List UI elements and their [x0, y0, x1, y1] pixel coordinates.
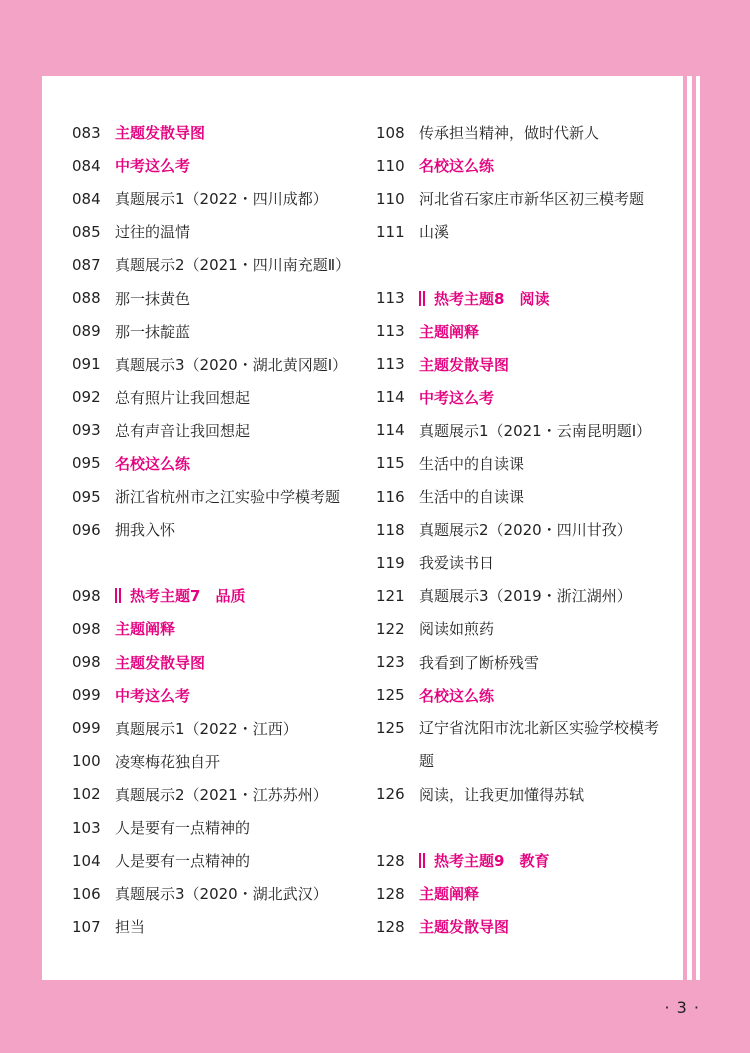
- toc-entry[interactable]: [72, 811, 362, 844]
- toc-entry[interactable]: [376, 513, 676, 546]
- toc-entry-title: 我看到了断桥残雪: [419, 653, 540, 672]
- toc-entry-title: 主题阐释: [115, 620, 176, 639]
- toc-entry-title: 辽宁省沈阳市沈北新区实验学校模考题: [419, 718, 660, 770]
- toc-entry-title: 主题发散导图: [115, 124, 206, 143]
- toc-page-number: 121: [376, 586, 405, 605]
- toc-entry-title: 主题发散导图: [419, 918, 510, 937]
- toc-entry[interactable]: [72, 910, 362, 943]
- toc-entry[interactable]: [72, 116, 362, 149]
- toc-entry-title: 真题展示2（2021・四川南充题Ⅱ）: [115, 256, 351, 275]
- toc-page-number: 110: [376, 189, 405, 208]
- toc-page-number: 095: [72, 454, 101, 473]
- toc-entry[interactable]: [376, 182, 676, 215]
- toc-section-heading[interactable]: [376, 281, 676, 314]
- section-marker-icon: [419, 290, 427, 308]
- toc-page-number: 100: [72, 752, 101, 771]
- toc-page-number: 106: [72, 884, 101, 903]
- toc-entry[interactable]: [376, 679, 676, 712]
- toc-entry[interactable]: [72, 182, 362, 215]
- toc-entry[interactable]: [376, 877, 676, 910]
- toc-page-number: 125: [376, 686, 405, 705]
- toc-page-number: 102: [72, 785, 101, 804]
- toc-page-number: 091: [72, 355, 101, 374]
- toc-entry[interactable]: [72, 149, 362, 182]
- toc-entry[interactable]: [376, 546, 676, 579]
- toc-page-number: 119: [376, 553, 405, 572]
- toc-page-number: 128: [376, 917, 405, 936]
- toc-entry-title: 我爱读书日: [419, 554, 495, 573]
- toc-entry[interactable]: [376, 447, 676, 480]
- right-border-stripe: [692, 76, 696, 980]
- toc-entry-title: 真题展示3（2020・湖北武汉）: [115, 885, 328, 904]
- toc-entry-title: 传承担当精神，做时代新人: [419, 124, 600, 143]
- toc-entry[interactable]: [72, 513, 362, 546]
- toc-entry[interactable]: [72, 215, 362, 248]
- toc-page-number: 126: [376, 785, 405, 804]
- toc-page-number: 099: [72, 719, 101, 738]
- toc-page-number: 116: [376, 487, 405, 506]
- toc-left-column: [72, 116, 362, 943]
- toc-page-number: 098: [72, 619, 101, 638]
- toc-entry-title: 山溪: [419, 223, 450, 242]
- right-border-band: [700, 76, 750, 980]
- toc-entry-title: 阅读，让我更加懂得苏轼: [419, 785, 585, 804]
- toc-page-number: 098: [72, 653, 101, 672]
- toc-entry-title: 真题展示3（2019・浙江湖州）: [419, 587, 632, 606]
- toc-page-number: 108: [376, 123, 405, 142]
- toc-entry[interactable]: [72, 315, 362, 348]
- toc-entry[interactable]: [376, 579, 676, 612]
- toc-entry[interactable]: [376, 778, 676, 811]
- toc-page-number: 114: [376, 421, 405, 440]
- toc-page-number: 083: [72, 123, 101, 142]
- toc-entry-title: 中考这么考: [115, 686, 191, 705]
- toc-entry-title: 主题发散导图: [115, 653, 206, 672]
- toc-page-number: 087: [72, 255, 101, 274]
- toc-entry-title: 总有声音让我回想起: [115, 421, 251, 440]
- toc-page-number: 114: [376, 388, 405, 407]
- toc-entry[interactable]: [376, 149, 676, 182]
- toc-page-number: 113: [376, 289, 405, 308]
- toc-entry[interactable]: [72, 447, 362, 480]
- toc-entry-title: 真题展示1（2022・四川成都）: [115, 190, 328, 209]
- section-spacer: [72, 546, 362, 579]
- toc-page-number: 110: [376, 156, 405, 175]
- toc-page-number: 096: [72, 520, 101, 539]
- toc-page-number: 098: [72, 586, 101, 605]
- toc-entry[interactable]: [72, 612, 362, 645]
- page-number: · 3 ·: [664, 998, 700, 1017]
- toc-page-number: 122: [376, 619, 405, 638]
- toc-page-number: 128: [376, 884, 405, 903]
- toc-entry-title: 生活中的自读课: [419, 454, 525, 473]
- toc-page-number: 084: [72, 189, 101, 208]
- toc-section-heading[interactable]: [376, 844, 676, 877]
- toc-page-number: 115: [376, 454, 405, 473]
- toc-entry-title: 中考这么考: [419, 388, 495, 407]
- toc-entry[interactable]: [376, 910, 676, 943]
- right-border-stripe: [683, 76, 687, 980]
- toc-entry[interactable]: [72, 844, 362, 877]
- section-spacer: [376, 248, 676, 281]
- toc-entry-title: 那一抹黄色: [115, 289, 191, 308]
- toc-page-number: 113: [376, 355, 405, 374]
- toc-section-title: 热考主题7 品质: [130, 587, 246, 606]
- bottom-border-band: [0, 980, 750, 1053]
- toc-entry-title: 真题展示1（2021・云南昆明题Ⅰ）: [419, 421, 652, 440]
- toc-page-number: 093: [72, 421, 101, 440]
- toc-entry-title: 人是要有一点精神的: [115, 852, 251, 871]
- toc-entry[interactable]: [72, 712, 362, 745]
- toc-section-title: 热考主题9 教育: [434, 852, 550, 871]
- toc-page-number: 111: [376, 222, 405, 241]
- toc-page-number: 125: [376, 718, 405, 737]
- toc-entry[interactable]: [376, 612, 676, 645]
- toc-page-number: 085: [72, 222, 101, 241]
- toc-page-number: 099: [72, 686, 101, 705]
- toc-entry-title: 真题展示3（2020・湖北黄冈题Ⅰ）: [115, 355, 348, 374]
- toc-entry[interactable]: [376, 381, 676, 414]
- section-marker-icon: [419, 852, 427, 870]
- toc-entry-title: 主题发散导图: [419, 355, 510, 374]
- toc-entry[interactable]: [72, 414, 362, 447]
- toc-section-title: 热考主题8 阅读: [434, 289, 550, 308]
- toc-entry[interactable]: [72, 778, 362, 811]
- toc-page-number: 089: [72, 322, 101, 341]
- toc-entry[interactable]: [376, 215, 676, 248]
- toc-entry-title: 浙江省杭州市之江实验中学模考题: [115, 488, 341, 507]
- toc-page-number: 104: [72, 851, 101, 870]
- section-marker-icon: [115, 587, 123, 605]
- toc-entry-title: 过往的温情: [115, 223, 191, 242]
- toc-entry[interactable]: [72, 745, 362, 778]
- toc-entry-title: 名校这么练: [115, 454, 191, 473]
- section-spacer: [376, 811, 676, 844]
- toc-page-number: 084: [72, 156, 101, 175]
- toc-entry[interactable]: [376, 712, 676, 778]
- toc-entry[interactable]: [72, 480, 362, 513]
- toc-entry-title: 真题展示2（2020・四川甘孜）: [419, 521, 632, 540]
- toc-entry-title: 那一抹靛蓝: [115, 322, 191, 341]
- toc-entry-title: 中考这么考: [115, 157, 191, 176]
- toc-entry[interactable]: [376, 646, 676, 679]
- toc-entry-title: 真题展示2（2021・江苏苏州）: [115, 785, 328, 804]
- toc-entry-title: 人是要有一点精神的: [115, 819, 251, 838]
- toc-entry[interactable]: [72, 646, 362, 679]
- toc-entry[interactable]: [72, 679, 362, 712]
- toc-entry[interactable]: [376, 315, 676, 348]
- toc-entry[interactable]: [72, 281, 362, 314]
- toc-entry-title: 担当: [115, 918, 146, 937]
- toc-entry-title: 凌寒梅花独自开: [115, 752, 221, 771]
- toc-entry-title: 真题展示1（2022・江西）: [115, 719, 298, 738]
- toc-page-number: 095: [72, 487, 101, 506]
- toc-page-number: 103: [72, 818, 101, 837]
- toc-entry[interactable]: [72, 248, 362, 281]
- toc-entry[interactable]: [72, 348, 362, 381]
- toc-page-number: 128: [376, 851, 405, 870]
- toc-entry-title: 拥我入怀: [115, 521, 176, 540]
- toc-entry[interactable]: [72, 381, 362, 414]
- toc-entry[interactable]: [376, 348, 676, 381]
- toc-entry[interactable]: [376, 116, 676, 149]
- top-border-band: [0, 0, 750, 76]
- toc-right-column: [376, 116, 676, 943]
- toc-entry[interactable]: [376, 414, 676, 447]
- toc-page-number: 113: [376, 322, 405, 341]
- toc-page-number: 088: [72, 289, 101, 308]
- toc-page-number: 092: [72, 388, 101, 407]
- toc-entry-title: 主题阐释: [419, 322, 480, 341]
- toc-entry[interactable]: [376, 480, 676, 513]
- toc-entry-title: 阅读如煎药: [419, 620, 495, 639]
- toc-page-number: 123: [376, 653, 405, 672]
- toc-entry-title: 生活中的自读课: [419, 488, 525, 507]
- toc-page-number: 107: [72, 917, 101, 936]
- toc-section-heading[interactable]: [72, 579, 362, 612]
- toc-entry-title: 主题阐释: [419, 885, 480, 904]
- toc-page-number: 118: [376, 520, 405, 539]
- toc-entry[interactable]: [72, 877, 362, 910]
- toc-entry-title: 总有照片让我回想起: [115, 388, 251, 407]
- toc-entry-title: 名校这么练: [419, 686, 495, 705]
- toc-entry-title: 河北省石家庄市新华区初三模考题: [419, 190, 645, 209]
- toc-entry-title: 名校这么练: [419, 157, 495, 176]
